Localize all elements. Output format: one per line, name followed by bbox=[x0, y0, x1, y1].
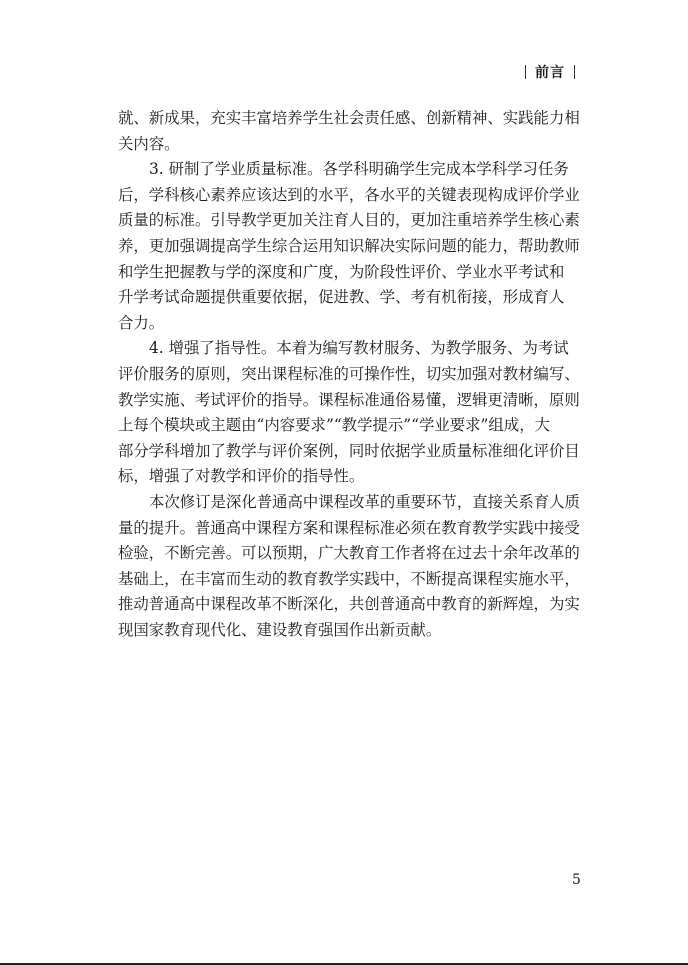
running-header bbox=[516, 62, 584, 82]
text-line: 质量的标准。引导教学更加关注育人目的，更加注重培养学生核心素 bbox=[118, 211, 580, 230]
text-line: 本次修订是深化普通高中课程改革的重要环节，直接关系育人质 bbox=[149, 492, 580, 511]
paragraph-1 bbox=[118, 106, 582, 157]
text-line: 升学考试命题提供重要依据，促进教、学、考有机衔接，形成育人 bbox=[118, 288, 565, 307]
paragraph-4 bbox=[118, 490, 582, 644]
text-line: 基础上，在丰富而生动的教育教学实践中，不断提高课程实施水平， bbox=[118, 569, 580, 588]
text-line: 标，增强了对教学和评价的指导性。 bbox=[118, 467, 365, 486]
text-line: 推动普通高中课程改革不断深化，共创普通高中教育的新辉煌，为实 bbox=[118, 595, 580, 614]
header-divider-left bbox=[525, 65, 526, 79]
page-number: 5 bbox=[572, 872, 581, 888]
text-line: 检验，不断完善。可以预期，广大教育工作者将在过去十余年改革的 bbox=[118, 544, 580, 563]
text-line: 上每个模块或主题由“内容要求”“教学提示”“学业要求”组成，大 bbox=[118, 416, 550, 435]
text-line: 评价服务的原则，突出课程标准的可操作性，切实加强对教材编写、 bbox=[118, 364, 580, 383]
text-line: 部分学科增加了教学与评价案例，同时依据学业质量标准细化评价目 bbox=[118, 441, 580, 460]
text-line: 后，学科核心素养应该达到的水平，各水平的关键表现构成评价学业 bbox=[118, 185, 580, 204]
text-line: 关内容。 bbox=[118, 134, 180, 153]
section-title: 前言 bbox=[535, 65, 565, 81]
paragraph-3 bbox=[118, 336, 582, 490]
text-line: 现国家教育现代化、建设教育强国作出新贡献。 bbox=[118, 620, 442, 639]
text-line: 量的提升。普通高中课程方案和课程标准必须在教育教学实践中接受 bbox=[118, 518, 580, 537]
text-line: 和学生把握教与学的深度和广度，为阶段性评价、学业水平考试和 bbox=[118, 262, 565, 281]
text-line: 4. 增强了指导性。本着为编写教材服务、为教学服务、为考试 bbox=[149, 339, 569, 358]
header-divider-right bbox=[574, 65, 575, 79]
text-line: 养，更加强调提高学生综合运用知识解决实际问题的能力，帮助教师 bbox=[118, 236, 580, 255]
text-line: 就、新成果，充实丰富培养学生社会责任感、创新精神、实践能力相 bbox=[118, 109, 580, 127]
body-text bbox=[118, 106, 582, 643]
text-line: 3. 研制了学业质量标准。各学科明确学生完成本学科学习任务 bbox=[149, 160, 569, 179]
paragraph-2 bbox=[118, 157, 582, 336]
text-line: 教学实施、考试评价的指导。课程标准通俗易懂，逻辑更清晰，原则 bbox=[118, 390, 580, 409]
text-line: 合力。 bbox=[118, 313, 165, 332]
